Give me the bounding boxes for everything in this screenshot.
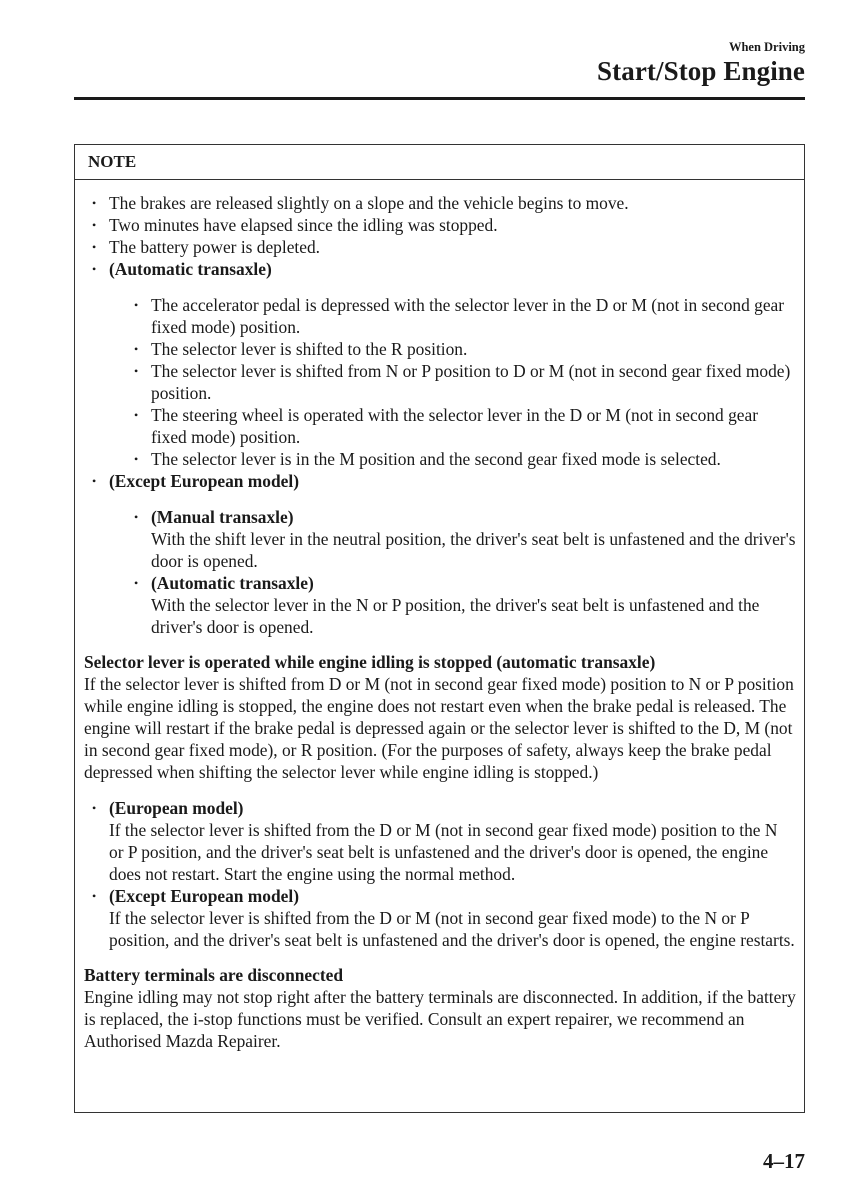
except-european-heading: (Except European model) [109,471,300,491]
list-item: • The selector lever is in the M position and the second gear fixed mode is selected. [126,448,796,470]
list-item: • The steering wheel is operated with the selector lever in the D or M (not in second gear fixed mode) position. [126,404,796,448]
item-text: If the selector lever is shifted from the D or M (not in second gear fixed mode) to the N or P position, and the driver's seat belt is unfastened and the driver's door is opened, the engine restarts. [109,908,795,950]
item-text: If the selector lever is shifted from the D or M (not in second gear fixed mode) position to the N or P position, and the driver's seat belt is unfastened and the driver's door is opened, the engine does not restart. Start the engine using the normal method. [109,820,778,884]
item-label: • (Except European model) [109,886,300,906]
list-item: • Two minutes have elapsed since the idling was stopped. [84,214,796,236]
item-text: With the shift lever in the neutral position, the driver's seat belt is unfastened and the driver's door is opened. [151,529,796,571]
header-rule [74,97,805,100]
condition-list [84,192,796,638]
except-european-list [126,506,796,638]
list-item: • The selector lever is shifted from N or P position to D or M (not in second gear fixed mode) position. [126,360,796,404]
battery-heading: Battery terminals are disconnected [84,965,344,985]
automatic-transaxle-item [84,258,796,470]
item-label: • (Automatic transaxle) [151,573,314,593]
automatic-transaxle-heading: (Automatic transaxle) [109,259,272,279]
section-label: When Driving [728,40,805,54]
page-number: 4–17 [763,1149,805,1173]
item-text: With the selector lever in the N or P position, the driver's seat belt is unfastened and the driver's door is opened. [151,595,760,637]
list-item [84,797,796,885]
list-item [84,885,796,951]
item-label: • (Manual transaxle) [151,507,294,527]
spacer [84,638,796,651]
list-item: • The selector lever is shifted to the R position. [126,338,796,360]
list-item [126,572,796,638]
model-list [84,797,796,951]
except-european-item [84,470,796,638]
item-label: • (European model) [109,798,244,818]
note-heading: NOTE [75,145,804,180]
note-box [74,144,805,1113]
note-body [75,180,804,1052]
list-item [126,506,796,572]
spacer [84,951,796,964]
selector-heading: Selector lever is operated while engine idling is stopped (automatic transaxle) [84,652,656,672]
automatic-transaxle-list [126,294,796,470]
list-item: • The brakes are released slightly on a slope and the vehicle begins to move. [84,192,796,214]
selector-paragraph: If the selector lever is shifted from D or M (not in second gear fixed mode) position to N or P position while engine idling is stopped, the engine does not restart even when the brake pedal is released. The engine will restart if the brake pedal is depressed again or the selector lever is shifted to the D, M (not in second gear fixed mode), or R position. (For the purposes of safety, always keep the brake pedal depressed when shifting the selector lever while engine idling is stopped.) [84,674,794,782]
battery-paragraph: Engine idling may not stop right after the battery terminals are disconnected. In addition, if the battery is replaced, the i-stop functions must be verified. Consult an expert repairer, we recommend an Authorised Mazda Repairer. [84,987,796,1051]
page-title: Start/Stop Engine [597,56,805,86]
list-item: • The accelerator pedal is depressed with the selector lever in the D or M (not in second gear fixed mode) position. [126,294,796,338]
list-item: • The battery power is depleted. [84,236,796,258]
